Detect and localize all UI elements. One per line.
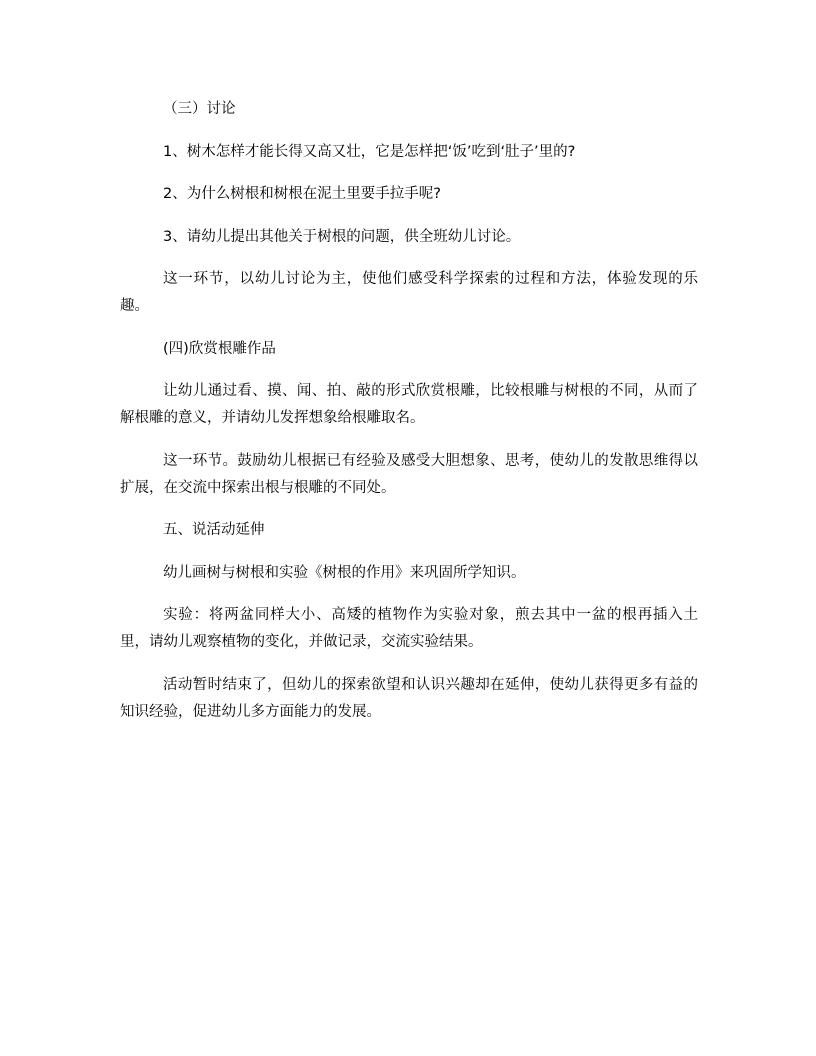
section-heading-discussion: （三）讨论	[163, 101, 236, 117]
root-carving-activity: 让幼儿通过看、摸、闻、拍、敲的形式欣赏根雕，比较根雕与树根的不同，从而了解根雕的意义，并请幼儿发挥想象给根雕取名。	[120, 383, 698, 426]
discussion-question-3: 3、请幼儿提出其他关于树根的问题，供全班幼儿讨论。	[163, 228, 521, 245]
extension-drawing: 幼儿画树与树根和实验《树根的作用》来巩固所学知识。	[163, 564, 526, 581]
extension-experiment: 实验：将两盆同样大小、高矮的植物作为实验对象，煎去其中一盆的根再插入土里，请幼儿观察植物的变化，并做记录，交流实验结果。	[120, 607, 698, 650]
closing-paragraph: 活动暂时结束了，但幼儿的探索欲望和认识兴趣却在延伸，使幼儿获得更多有益的知识经验，促进幼儿多方面能力的发展。	[120, 676, 698, 720]
discussion-summary: 这一环节，以幼儿讨论为主，使他们感受科学探索的过程和方法，体验发现的乐趣。	[120, 271, 698, 314]
root-carving-summary: 这一环节。鼓励幼儿根据已有经验及感受大胆想象、思考，使幼儿的发散思维得以扩展，在交流中探索出根与根雕的不同处。	[120, 452, 698, 496]
discussion-question-2: 2、为什么树根和树根在泥土里要手拉手呢?	[163, 186, 441, 202]
discussion-question-1: 1、树木怎样才能长得又高又壮，它是怎样把‘饭’吃到‘肚子’里的?	[163, 143, 576, 160]
document-body	[120, 96, 698, 726]
section-heading-root-carving: (四)欣赏根雕作品	[163, 340, 276, 357]
section-heading-extension: 五、说活动延伸	[163, 522, 265, 538]
